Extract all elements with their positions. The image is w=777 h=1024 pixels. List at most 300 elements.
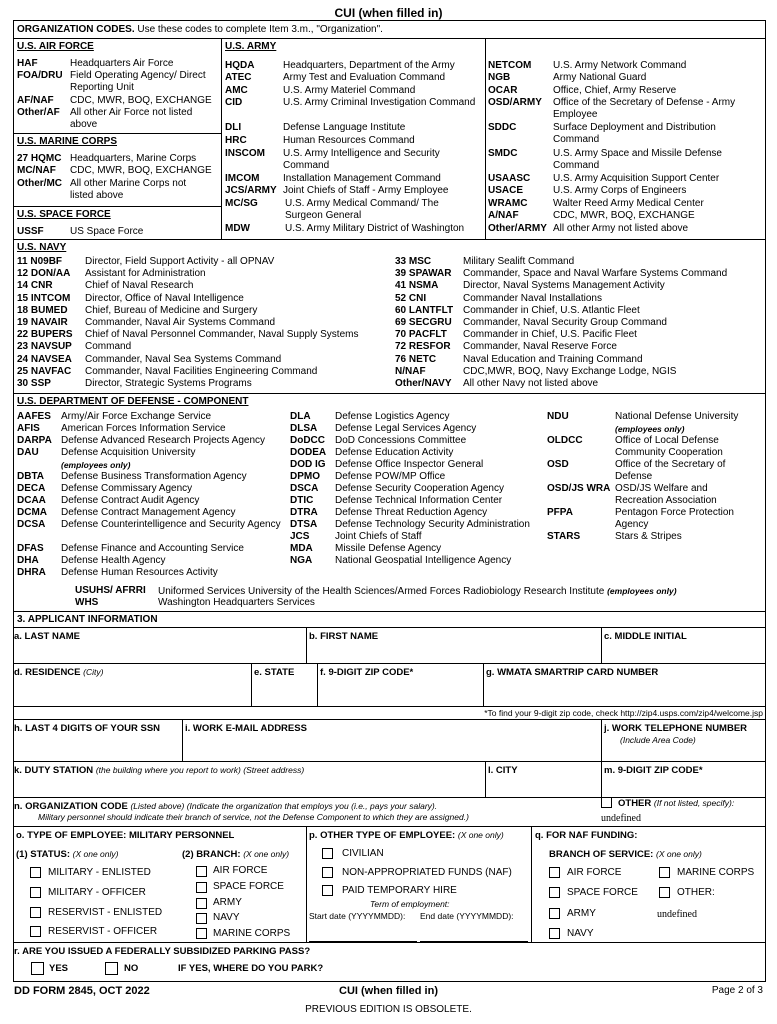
employee-type-label: o. TYPE OF EMPLOYEE: MILITARY PERSONNEL	[16, 830, 235, 841]
code: HRC	[225, 135, 247, 146]
code: JCS	[290, 531, 310, 542]
duty-station-label	[14, 765, 304, 776]
code: HAF	[17, 58, 38, 69]
code: NETCOM	[488, 60, 532, 71]
code: DAU	[17, 447, 39, 458]
code-desc: National Defense University	[615, 411, 739, 422]
code: DODEA	[290, 447, 327, 458]
status-label-text: (1) STATUS:	[16, 849, 71, 860]
work-phone-label: j. WORK TELEPHONE NUMBER	[604, 723, 748, 734]
middle-initial-label: c. MIDDLE INITIAL	[604, 631, 687, 642]
code: DHRA	[17, 567, 46, 578]
parking-yes-label: YES	[49, 963, 69, 974]
org-codes-heading	[17, 24, 383, 36]
branch-space-force-checkbox[interactable]	[196, 882, 207, 893]
naf-other-value[interactable]: undefined	[657, 909, 697, 920]
other-type-option-label: NON-APPROPRIATED FUNDS (NAF)	[342, 867, 512, 878]
code: DHA	[17, 555, 39, 566]
code-desc: Defense Technology Security Administration	[335, 519, 530, 530]
code-desc: Commander, Naval Sea Systems Command	[85, 353, 282, 365]
code-desc: Army/Air Force Exchange Service	[61, 411, 212, 422]
zip-field[interactable]	[320, 680, 480, 704]
work-phone-field[interactable]	[604, 746, 764, 760]
code: USSF	[17, 226, 44, 237]
residence-note: (City)	[83, 667, 104, 677]
code-desc: Assistant for Administration	[85, 268, 206, 280]
code: DCAA	[17, 495, 46, 506]
civilian-checkbox[interactable]	[322, 848, 333, 859]
code-desc: Army Test and Evaluation Command	[283, 72, 446, 83]
code-desc: Pentagon Force Protection Agency	[615, 507, 734, 530]
branch-navy-checkbox[interactable]	[196, 913, 207, 924]
naf-option-label: OTHER:	[677, 887, 715, 898]
code-desc: Headquarters, Department of the Army	[283, 60, 455, 71]
code-desc: Commander in Chief, U.S. Atlantic Fleet	[463, 304, 640, 316]
other-type-label-text: p. OTHER TYPE OF EMPLOYEE:	[309, 830, 456, 841]
email-label: i. WORK E-MAIL ADDRESS	[185, 723, 307, 734]
other-org-label	[618, 798, 734, 809]
branch-of-service-label	[549, 849, 702, 860]
status-option-label: RESERVIST - OFFICER	[48, 926, 158, 937]
footer-cui: CUI (when filled in)	[339, 985, 438, 997]
other-org-checkbox[interactable]	[601, 797, 612, 808]
code-desc: Human Resources Command	[283, 135, 415, 146]
code: Other/ARMY	[488, 223, 547, 234]
code-desc: Headquarters Air Force	[70, 58, 174, 69]
x-one-note: (X one only)	[457, 830, 504, 840]
branch-option-label: AIR FORCE	[213, 865, 268, 876]
army-title: U.S. ARMY	[225, 41, 277, 52]
other-org-note: (If not listed, specify):	[653, 798, 735, 808]
code-desc: Commander, Naval Reserve Force	[463, 341, 617, 353]
code: 39 SPAWAR	[395, 268, 452, 280]
branch-option-label: ARMY	[213, 897, 242, 908]
code-note: (employees only)	[615, 424, 685, 434]
x-one-note: (X one only)	[243, 849, 290, 859]
city-field[interactable]	[488, 778, 598, 796]
code: DLI	[225, 122, 242, 133]
divider	[485, 761, 486, 797]
org-codes-instructions: Use these codes to complete Item 3.m., "Organization".	[137, 24, 383, 35]
divider	[251, 663, 252, 706]
code: 27 HQMC	[17, 153, 62, 164]
other-type-option-label: CIVILIAN	[342, 848, 384, 859]
space-force-title: U.S. SPACE FORCE	[17, 209, 111, 220]
obsolete-note: PREVIOUS EDITION IS OBSOLETE.	[305, 1004, 472, 1015]
divider	[485, 38, 486, 239]
org-code-note: (Listed above) (Indicate the organization that employs you (i.e., pays your salary).	[130, 801, 438, 811]
code: DLSA	[290, 423, 318, 434]
dod-title: U.S. DEPARTMENT OF DEFENSE - COMPONENT	[17, 396, 249, 407]
naf-navy-checkbox[interactable]	[549, 928, 560, 939]
code-desc: CDC,MWR, BOQ, Navy Exchange Lodge, NGIS	[463, 365, 677, 377]
code-desc: U.S. Army Materiel Command	[283, 85, 416, 96]
other-type-label	[309, 830, 504, 841]
code: STARS	[547, 531, 581, 542]
divider	[531, 826, 532, 942]
naf-checkbox[interactable]	[322, 867, 333, 878]
duty-station-label-text: k. DUTY STATION	[14, 765, 94, 776]
divider	[601, 761, 602, 797]
code: DTIC	[290, 495, 314, 506]
code-desc: Defense Contract Management Agency	[61, 507, 236, 518]
code: USUHS/ AFRRI	[75, 585, 146, 596]
divider	[13, 942, 766, 943]
term-label: Term of employment:	[370, 899, 450, 909]
code-desc: Office of Local Defense Community Cooperation	[615, 435, 723, 458]
branch-label	[182, 849, 289, 860]
code-desc: Military Sealift Command	[463, 256, 575, 267]
x-one-note: (X one only)	[72, 849, 119, 859]
code-desc: Defense Threat Reduction Agency	[335, 507, 488, 518]
end-date-label: End date (YYYYMMDD):	[420, 911, 514, 921]
code-desc: Commander Naval Installations	[463, 292, 602, 304]
code-desc: Walter Reed Army Medical Center	[553, 198, 704, 209]
org-code-label-text: n. ORGANIZATION CODE	[14, 801, 128, 812]
status-option-label: MILITARY - OFFICER	[48, 887, 146, 898]
code-desc: Field Operating Agency/ Direct Reporting Unit	[70, 70, 206, 93]
code-desc: American Forces Information Service	[61, 423, 226, 434]
branch-marine-corps-checkbox[interactable]	[196, 928, 207, 939]
code-desc: All other Marine Corps not listed above	[70, 178, 187, 201]
temp-hire-checkbox[interactable]	[322, 885, 333, 896]
code: 24 NAVSEA	[17, 353, 72, 365]
code-desc: Joint Chiefs of Staff - Army Employee	[283, 185, 449, 196]
code-desc: Army National Guard	[553, 72, 647, 83]
code: 23 NAVSUP	[17, 341, 72, 353]
code-desc: Defense Contract Audit Agency	[61, 495, 200, 506]
naf-option-label: ARMY	[567, 908, 596, 919]
code: NGB	[488, 72, 511, 83]
branch-of-service-label-text: BRANCH OF SERVICE:	[549, 849, 654, 860]
code: A/NAF	[488, 210, 519, 221]
air-force-title: U.S. AIR FORCE	[17, 41, 94, 52]
email-field[interactable]	[185, 736, 598, 760]
divider	[13, 133, 221, 134]
code: HQDA	[225, 60, 255, 71]
start-date-label: Start date (YYYYMMDD):	[309, 911, 406, 921]
code: Other/AF	[17, 107, 60, 118]
code-desc: Missile Defense Agency	[335, 543, 442, 554]
code: USACE	[488, 185, 524, 196]
code-desc: U.S. Army Corps of Engineers	[553, 185, 687, 196]
divider	[13, 38, 766, 39]
code: AMC	[225, 85, 248, 96]
divider	[13, 663, 766, 664]
code: Other/NAVY	[395, 378, 452, 389]
other-org-value[interactable]: undefined	[601, 813, 641, 824]
duty-station-field[interactable]	[14, 778, 482, 796]
code: 52 CNI	[395, 292, 427, 304]
divider	[13, 761, 766, 762]
code: AF/NAF	[17, 95, 54, 106]
code: OSD/JS WRA	[547, 483, 611, 494]
code: DOD IG	[290, 459, 326, 470]
code-desc: Chief of Naval Research	[85, 280, 194, 292]
last-name-field[interactable]	[14, 644, 304, 662]
parking-no-checkbox[interactable]	[105, 962, 118, 975]
code: 70 PACFLT	[395, 329, 447, 341]
code: OCAR	[488, 85, 518, 96]
code-desc: Defense Acquisition University	[61, 447, 196, 458]
branch-option-label: NAVY	[213, 912, 240, 923]
ssn-field[interactable]	[14, 736, 179, 760]
code: DCMA	[17, 507, 47, 518]
cui-header: CUI (when filled in)	[334, 6, 443, 20]
code-desc: Washington Headquarters Services	[158, 597, 315, 608]
first-name-label: b. FIRST NAME	[309, 631, 379, 642]
code-desc: All other Army not listed above	[553, 223, 689, 234]
divider	[182, 719, 183, 761]
code: 22 BUPERS	[17, 329, 73, 341]
code: INSCOM	[225, 148, 265, 159]
status-officer-checkbox[interactable]	[30, 887, 41, 898]
code: NGA	[290, 555, 313, 566]
parking-location-field[interactable]	[345, 960, 763, 980]
code: 69 SECGRU	[395, 317, 452, 328]
zip-lookup-note: *To find your 9-digit zip code, check http://zip4.usps.com/zip4/welcome.jsp	[484, 708, 763, 718]
code-desc: Defense Logistics Agency	[335, 411, 450, 422]
duty-station-note: (the building where you report to work) (Street address)	[95, 765, 305, 775]
state-field[interactable]	[254, 680, 314, 704]
naf-marine-corps-checkbox[interactable]	[659, 867, 670, 878]
code: 12 DON/AA	[17, 268, 71, 280]
parking-yes-checkbox[interactable]	[31, 962, 44, 975]
ssn-label: h. LAST 4 DIGITS OF YOUR SSN	[14, 723, 161, 734]
status-label	[16, 849, 119, 860]
code: OSD	[547, 459, 569, 470]
code-desc: CDC, MWR, BOQ, EXCHANGE	[553, 210, 695, 221]
code-desc: Surface Deployment and Distribution Command	[553, 122, 716, 145]
code-desc: OSD/JS Welfare and Recreation Association	[615, 483, 717, 506]
first-name-field[interactable]	[309, 644, 599, 662]
branch-option-label: SPACE FORCE	[213, 881, 284, 892]
parking-location-label: IF YES, WHERE DO YOU PARK?	[178, 963, 324, 974]
form-id: DD FORM 2845, OCT 2022	[14, 985, 150, 997]
code: 14 CNR	[17, 280, 53, 292]
code-desc: U.S. Army Intelligence and Security Command	[283, 148, 440, 171]
code-desc: Defense POW/MP Office	[335, 471, 446, 482]
code: DLA	[290, 411, 311, 422]
code-desc: Defense Counterintelligence and Security Agency	[61, 519, 281, 530]
code: 41 NSMA	[395, 280, 439, 292]
code-desc: Director, Field Support Activity - all OPNAV	[85, 256, 275, 267]
naf-option-label: MARINE CORPS	[677, 867, 755, 878]
code-note: (employees only)	[607, 586, 677, 596]
divider	[601, 719, 602, 761]
status-enlisted-checkbox[interactable]	[30, 867, 41, 878]
code-desc: Defense Security Cooperation Agency	[335, 483, 504, 494]
code: AFIS	[17, 423, 40, 434]
code-desc: Defense Commissary Agency	[61, 483, 193, 494]
code: DECA	[17, 483, 46, 494]
code-desc: Uniformed Services University of the Health Sciences/Armed Forces Radiobiology Research Institute	[158, 586, 605, 597]
divider	[221, 38, 222, 239]
code-desc: Director, Office of Naval Intelligence	[85, 292, 244, 304]
divider	[13, 627, 766, 628]
divider	[306, 826, 307, 942]
divider	[13, 239, 766, 240]
code-note: (employees only)	[61, 460, 131, 470]
code: DBTA	[17, 471, 45, 482]
divider	[306, 627, 307, 663]
code-desc: Commander in Chief, U.S. Pacific Fleet	[463, 329, 637, 341]
branch-army-checkbox[interactable]	[196, 898, 207, 909]
status-reservist-enlisted-checkbox[interactable]	[30, 907, 41, 918]
residence-field[interactable]	[14, 680, 248, 704]
code-desc: Director, Naval Systems Management Activity	[463, 280, 665, 292]
code-desc: Commander, Space and Naval Warfare Systems Command	[463, 268, 728, 280]
code: MC/NAF	[17, 165, 56, 176]
code-desc: Defense Human Resources Activity	[61, 567, 218, 578]
code-desc: Defense Language Institute	[283, 122, 406, 133]
code: OLDCC	[547, 435, 583, 446]
code-desc: Defense Education Activity	[335, 447, 454, 458]
code: AAFES	[17, 411, 51, 422]
applicant-info-title: 3. APPLICANT INFORMATION	[17, 614, 158, 625]
code: 19 NAVAIR	[17, 317, 68, 328]
code-desc: All other Navy not listed above	[463, 378, 599, 389]
branch-option-label: MARINE CORPS	[213, 928, 291, 939]
status-reservist-officer-checkbox[interactable]	[30, 926, 41, 937]
code: ATEC	[225, 72, 252, 83]
divider	[13, 611, 766, 612]
code-desc: Commander, Naval Facilities Engineering Command	[85, 365, 318, 377]
divider	[13, 206, 221, 207]
status-option-label: MILITARY - ENLISTED	[48, 867, 151, 878]
duty-zip-field[interactable]	[604, 778, 764, 796]
code: 15 INTCOM	[17, 292, 71, 304]
code-desc: Stars & Stripes	[615, 531, 682, 542]
naf-option-label: SPACE FORCE	[567, 887, 638, 898]
code: DCSA	[17, 519, 46, 530]
state-label: e. STATE	[254, 667, 295, 678]
code-desc: Chief of Naval Personnel Commander, Naval Supply Systems	[85, 329, 359, 341]
code-desc: US Space Force	[70, 226, 144, 237]
code-desc: CDC, MWR, BOQ, EXCHANGE	[70, 95, 212, 106]
code: Other/MC	[17, 178, 62, 189]
code-desc: U.S. Army Space and Missile Defense Command	[553, 148, 722, 171]
code: 60 LANTFLT	[395, 304, 454, 316]
org-code-label	[14, 801, 437, 812]
naf-funding-label: q. FOR NAF FUNDING:	[535, 830, 638, 841]
divider	[13, 719, 766, 720]
code-desc: Defense Finance and Accounting Service	[61, 543, 244, 554]
naf-army-checkbox[interactable]	[549, 908, 560, 919]
naf-space-force-checkbox[interactable]	[549, 887, 560, 898]
code: IMCOM	[225, 173, 260, 184]
code: 25 NAVFAC	[17, 365, 72, 377]
navy-title: U.S. NAVY	[17, 242, 67, 253]
code-desc: Command	[85, 341, 132, 353]
code-desc: Commander, Naval Air Systems Command	[85, 317, 276, 328]
code-desc: National Geospatial Intelligence Agency	[335, 555, 512, 566]
code: 18 BUMED	[17, 304, 68, 316]
divider	[483, 663, 484, 706]
page-number: Page 2 of 3	[711, 985, 763, 996]
residence-label	[14, 667, 103, 678]
city-label: l. CITY	[488, 765, 518, 776]
last-name-label: a. LAST NAME	[14, 631, 80, 642]
code-desc: U.S. Army Medical Command/ The Surgeon General	[285, 198, 439, 221]
naf-option-label: NAVY	[567, 928, 594, 939]
naf-other-checkbox[interactable]	[659, 887, 670, 898]
code-desc: Defense Advanced Research Projects Agency	[61, 435, 266, 446]
smartrip-field[interactable]	[486, 680, 764, 704]
divider	[13, 706, 766, 707]
work-phone-note: (Include Area Code)	[620, 735, 696, 745]
code-desc: U.S. Army Criminal Investigation Command	[283, 97, 476, 108]
code-desc: Defense Office Inspector General	[335, 459, 484, 470]
code: DTRA	[290, 507, 318, 518]
code: 33 MSC	[395, 256, 432, 267]
code: DPMO	[290, 471, 320, 482]
code: 30 SSP	[17, 378, 51, 389]
code-desc: Office, Chief, Army Reserve	[553, 85, 677, 96]
code: WRAMC	[488, 198, 528, 209]
code-desc: Joint Chiefs of Staff	[335, 531, 422, 542]
other-type-option-label: PAID TEMPORARY HIRE	[342, 885, 457, 896]
residence-label-text: d. RESIDENCE	[14, 667, 81, 678]
naf-air-force-checkbox[interactable]	[549, 867, 560, 878]
status-option-label: RESERVIST - ENLISTED	[48, 907, 163, 918]
divider	[13, 826, 766, 827]
code: DARPA	[17, 435, 52, 446]
parking-no-label: NO	[124, 963, 139, 974]
code-desc: CDC, MWR, BOQ, EXCHANGE	[70, 165, 212, 176]
middle-initial-field[interactable]	[604, 644, 764, 662]
code: FOA/DRU	[17, 70, 63, 81]
code-desc: U.S. Army Military District of Washington	[285, 223, 465, 234]
branch-air-force-checkbox[interactable]	[196, 866, 207, 877]
code-desc: Headquarters, Marine Corps	[70, 153, 197, 164]
code-desc: Commander, Naval Security Group Command	[463, 317, 667, 328]
code-desc: All other Air Force not listed above	[70, 107, 193, 130]
code: 11 N09BF	[17, 256, 63, 267]
duty-zip-label: m. 9-DIGIT ZIP CODE*	[604, 765, 703, 776]
code-desc: Installation Management Command	[283, 173, 441, 184]
divider	[601, 627, 602, 663]
code: DSCA	[290, 483, 319, 494]
code: WHS	[75, 597, 99, 608]
code: DoDCC	[290, 435, 325, 446]
code-desc: Defense Legal Services Agency	[335, 423, 477, 434]
marine-corps-title: U.S. MARINE CORPS	[17, 136, 118, 147]
other-org-label-text: OTHER	[618, 798, 652, 809]
zip-label: f. 9-DIGIT ZIP CODE*	[320, 667, 414, 678]
code: MDW	[225, 223, 250, 234]
code-desc: U.S. Army Network Command	[553, 60, 687, 71]
code-desc: Defense Health Agency	[61, 555, 166, 566]
divider	[13, 393, 766, 394]
parking-pass-label: r. ARE YOU ISSUED A FEDERALLY SUBSIDIZED PARKING PASS?	[14, 946, 311, 957]
org-codes-title: ORGANIZATION CODES.	[17, 24, 135, 35]
code: DFAS	[17, 543, 44, 554]
code: MC/SG	[225, 198, 258, 209]
org-code-note-2: Military personnel should indicate their branch of service, not the Defense Component to which they are assigned.)	[38, 812, 469, 822]
divider	[317, 663, 318, 706]
code: JCS/ARMY	[225, 185, 277, 196]
code: SMDC	[488, 148, 518, 159]
x-one-note: (X one only)	[655, 849, 702, 859]
code: 72 RESFOR	[395, 341, 451, 353]
code-desc: Office of the Secretary of Defense - Army Employee	[553, 97, 736, 120]
code: DTSA	[290, 519, 318, 530]
code: NDU	[547, 411, 569, 422]
code-desc: U.S. Army Acquisition Support Center	[553, 173, 720, 184]
code-desc: Office of the Secretary of Defense	[615, 459, 726, 482]
code: N/NAF	[395, 365, 426, 377]
